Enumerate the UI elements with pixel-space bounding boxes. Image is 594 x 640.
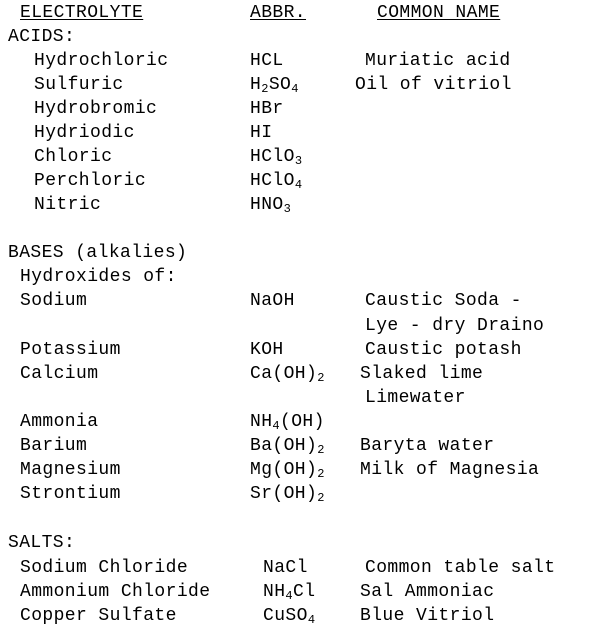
base-common-name-cont: Limewater [365, 388, 466, 408]
acid-abbr: HBr [250, 99, 284, 119]
section-title-acids: ACIDS: [8, 27, 76, 47]
acid-name: Hydrochloric [34, 51, 169, 71]
acid-abbr: HClO$_4$ [250, 171, 303, 192]
salt-name: Copper Sulfate [20, 606, 177, 626]
acid-name: Hydriodic [34, 123, 135, 143]
base-common-name: Slaked lime [360, 364, 484, 384]
base-name: Magnesium [20, 460, 121, 480]
section-title-salts: SALTS: [8, 533, 76, 553]
salt-common-name: Common table salt [365, 558, 556, 578]
base-abbr: KOH [250, 340, 284, 360]
base-name: Strontium [20, 484, 121, 504]
base-abbr: NaOH [250, 291, 295, 311]
section-title-bases: BASES (alkalies) [8, 243, 188, 263]
base-name: Calcium [20, 364, 99, 384]
base-name: Sodium [20, 291, 88, 311]
salt-abbr: NaCl [263, 558, 308, 578]
base-name: Potassium [20, 340, 121, 360]
acid-common-name: Oil of vitriol [355, 75, 512, 95]
acid-abbr: HCL [250, 51, 284, 71]
acid-common-name: Muriatic acid [365, 51, 511, 71]
salt-abbr: $NH_4Cl$ [263, 582, 316, 603]
base-name: Barium [20, 436, 88, 456]
base-common-name: Caustic Soda - [365, 291, 522, 311]
header-common-name: COMMON NAME [377, 3, 501, 23]
salt-abbr: CuSO$_4$ [263, 606, 316, 627]
base-abbr: $NH_4(OH)$ [250, 412, 325, 433]
salt-name: Ammonium Chloride [20, 582, 211, 602]
acid-name: Nitric [34, 195, 102, 215]
acid-name: Hydrobromic [34, 99, 158, 119]
base-common-name-cont: Lye - dry Draino [365, 316, 545, 336]
acid-name: Sulfuric [34, 75, 124, 95]
section-subtitle-bases: Hydroxides of: [20, 267, 177, 287]
salt-common-name: Blue Vitriol [360, 606, 495, 626]
acid-abbr: HI [250, 123, 273, 143]
salt-common-name: Sal Ammoniac [360, 582, 495, 602]
acid-abbr: HClO$_3$ [250, 147, 303, 168]
base-abbr: $Mg(OH)_2$ [250, 460, 325, 481]
salt-name: Sodium Chloride [20, 558, 189, 578]
base-abbr: $Ca(OH)_2$ [250, 364, 325, 385]
acid-abbr: $HNO_3$ [250, 195, 292, 216]
base-common-name: Caustic potash [365, 340, 522, 360]
acid-name: Chloric [34, 147, 113, 167]
base-name: Ammonia [20, 412, 99, 432]
acid-abbr: $H_2SO_4$ [250, 75, 299, 96]
base-common-name: Baryta water [360, 436, 495, 456]
header-electrolyte: ELECTROLYTE [20, 3, 144, 23]
base-abbr: $Ba(OH)_2$ [250, 436, 325, 457]
base-common-name: Milk of Magnesia [360, 460, 540, 480]
base-abbr: $Sr(OH)_2$ [250, 484, 325, 505]
acid-name: Perchloric [34, 171, 147, 191]
header-abbr: ABBR. [250, 3, 307, 23]
